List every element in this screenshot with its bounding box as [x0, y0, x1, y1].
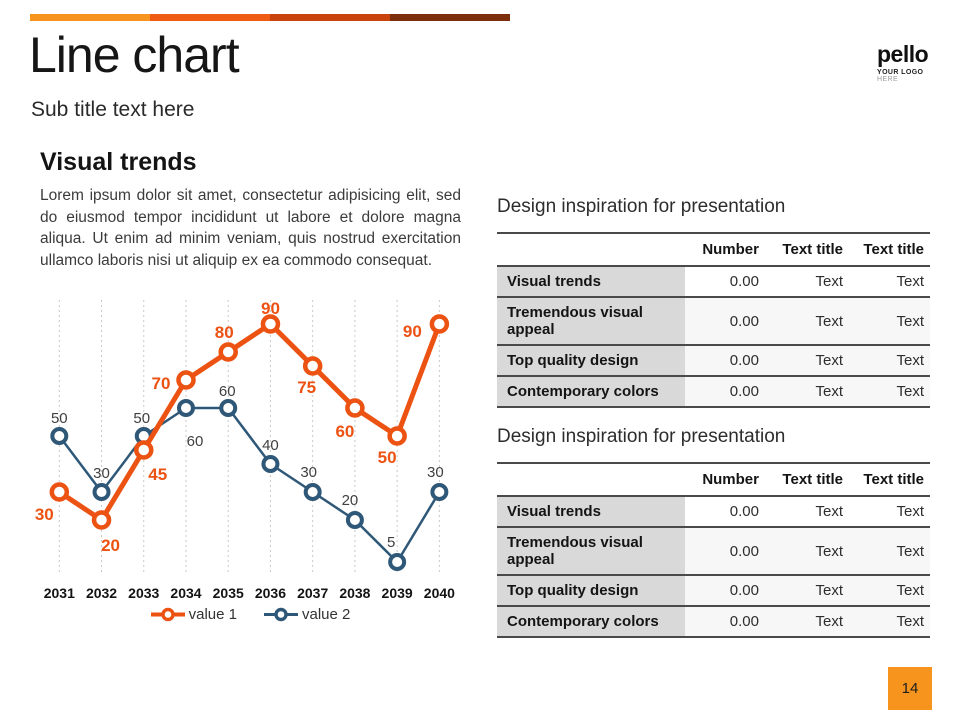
data-point-marker [432, 485, 446, 499]
data-point-marker [94, 513, 109, 528]
table-cell: Text [849, 266, 930, 297]
data-point-marker [178, 373, 193, 388]
row-label: Contemporary colors [497, 376, 685, 407]
x-axis-tick-label: 2039 [381, 585, 413, 601]
section-heading: Visual trends [40, 148, 197, 176]
logo [877, 42, 928, 83]
x-axis-tick-label: 2038 [339, 585, 371, 601]
data-label: 30 [93, 465, 110, 482]
x-axis-tick-label: 2037 [297, 585, 329, 601]
data-label: 60 [186, 433, 204, 450]
logo-name: pello [877, 41, 929, 67]
data-label: 70 [151, 374, 171, 393]
data-table [497, 232, 930, 408]
column-header [497, 463, 685, 496]
x-axis-tick-label: 2040 [423, 585, 455, 601]
data-point-marker [136, 443, 151, 458]
legend-label-value-2: value 2 [302, 606, 351, 623]
data-label: 5 [386, 534, 396, 551]
table-row [497, 345, 930, 376]
data-label: 45 [148, 465, 168, 484]
legend-label-value-1: value 1 [188, 606, 237, 623]
table-cell: 0.00 [685, 496, 765, 527]
data-point-marker [432, 317, 447, 332]
x-axis-tick-label: 2032 [85, 585, 118, 601]
table-header-row [497, 463, 930, 496]
accent-bar [30, 14, 510, 21]
table-cell: 0.00 [685, 297, 765, 345]
table-cell: 0.00 [685, 606, 765, 637]
accent-bar-segment [390, 14, 510, 21]
data-point-marker [221, 345, 236, 360]
series-line [59, 324, 439, 520]
table-cell: Text [765, 376, 849, 407]
data-label: 50 [50, 410, 68, 427]
table-section-1 [497, 194, 930, 408]
table-cell: 0.00 [685, 527, 765, 575]
legend-marker-value-2-icon [263, 607, 299, 622]
table-cell: Text [849, 527, 930, 575]
column-header: Number [685, 463, 765, 496]
page-number-badge: 14 [888, 667, 932, 710]
row-label: Contemporary colors [497, 606, 685, 637]
row-label: Tremendous visual appeal [497, 527, 685, 575]
data-point-marker [263, 457, 277, 471]
row-label: Visual trends [497, 266, 685, 297]
data-label: 90 [260, 299, 280, 318]
table-cell: Text [765, 345, 849, 376]
row-label: Top quality design [497, 575, 685, 606]
data-point-marker [221, 401, 235, 415]
table-cell: Text [849, 606, 930, 637]
data-point-marker [52, 485, 67, 500]
data-label: 90 [402, 322, 422, 341]
x-axis-tick-label: 2036 [254, 585, 287, 601]
table-cell: 0.00 [685, 345, 765, 376]
table-title: Design inspiration for presentation [497, 426, 786, 447]
data-label: 50 [133, 410, 151, 427]
legend-item-value-2 [263, 606, 350, 623]
data-label: 60 [218, 383, 236, 400]
line-chart [30, 290, 470, 608]
data-label: 20 [341, 492, 359, 509]
x-axis-tick-label: 2031 [43, 585, 75, 601]
table-cell: Text [765, 575, 849, 606]
accent-bar-segment [30, 14, 150, 21]
data-label: 20 [101, 536, 120, 555]
chart-legend [30, 606, 470, 623]
table-cell: Text [849, 496, 930, 527]
data-point-marker [348, 513, 362, 527]
legend-marker-value-1-icon [150, 607, 186, 622]
data-label: 80 [214, 323, 234, 342]
table-cell: Text [765, 606, 849, 637]
column-header: Number [685, 233, 765, 266]
table-row [497, 496, 930, 527]
table-row [497, 376, 930, 407]
column-header: Text title [849, 233, 930, 266]
x-axis-tick-label: 2033 [128, 585, 160, 601]
data-label: 30 [300, 464, 318, 481]
table-cell: Text [765, 496, 849, 527]
table-row [497, 606, 930, 637]
table-cell: Text [849, 376, 930, 407]
table-row [497, 527, 930, 575]
data-point-marker [179, 401, 193, 415]
table-cell: 0.00 [685, 376, 765, 407]
table-cell: Text [765, 297, 849, 345]
data-label: 40 [262, 437, 279, 454]
data-point-marker [305, 359, 320, 374]
column-header: Text title [765, 463, 849, 496]
data-point-marker [52, 429, 66, 443]
data-point-marker [390, 555, 404, 569]
row-label: Top quality design [497, 345, 685, 376]
table-cell: Text [849, 297, 930, 345]
slide-title: Line chart [29, 27, 239, 83]
table-cell: Text [765, 266, 849, 297]
table-cell: Text [765, 527, 849, 575]
logo-tagline-line2: HERE [877, 76, 899, 83]
logo-tagline-line1: YOUR LOGO [877, 69, 924, 76]
data-label: 30 [34, 505, 54, 524]
data-point-marker [263, 317, 278, 332]
data-label: 60 [335, 422, 355, 441]
table-cell: Text [849, 345, 930, 376]
slide-subtitle: Sub title text here [31, 98, 195, 121]
x-axis-tick-label: 2035 [212, 585, 244, 601]
data-label: 75 [297, 378, 317, 397]
column-header: Text title [765, 233, 849, 266]
table-row [497, 575, 930, 606]
accent-bar-segment [270, 14, 390, 21]
row-label: Visual trends [497, 496, 685, 527]
data-label: 50 [377, 448, 397, 467]
data-label: 30 [427, 464, 444, 481]
table-cell: 0.00 [685, 575, 765, 606]
table-row [497, 297, 930, 345]
table-cell: Text [849, 575, 930, 606]
table-header-row [497, 233, 930, 266]
legend-item-value-1 [150, 606, 237, 623]
data-point-marker [95, 485, 109, 499]
table-cell: 0.00 [685, 266, 765, 297]
x-axis-tick-label: 2034 [170, 585, 202, 601]
body-text: Lorem ipsum dolor sit amet, consectetur adipisicing elit, sed do eiusmod tempor incididunt ut labore et dolore magna aliqua. Ut enim ad minim veniam, quis nostrud exercitation ullamco laboris nisi ut aliquip ex ea commodo consequat. [40, 187, 461, 269]
data-point-marker [347, 401, 362, 416]
column-header: Text title [849, 463, 930, 496]
accent-bar-segment [150, 14, 270, 21]
row-label: Tremendous visual appeal [497, 297, 685, 345]
table-section-2 [497, 424, 930, 638]
column-header [497, 233, 685, 266]
table-row [497, 266, 930, 297]
table-title: Design inspiration for presentation [497, 196, 786, 217]
data-point-marker [390, 429, 405, 444]
data-point-marker [306, 485, 320, 499]
data-table [497, 462, 930, 638]
